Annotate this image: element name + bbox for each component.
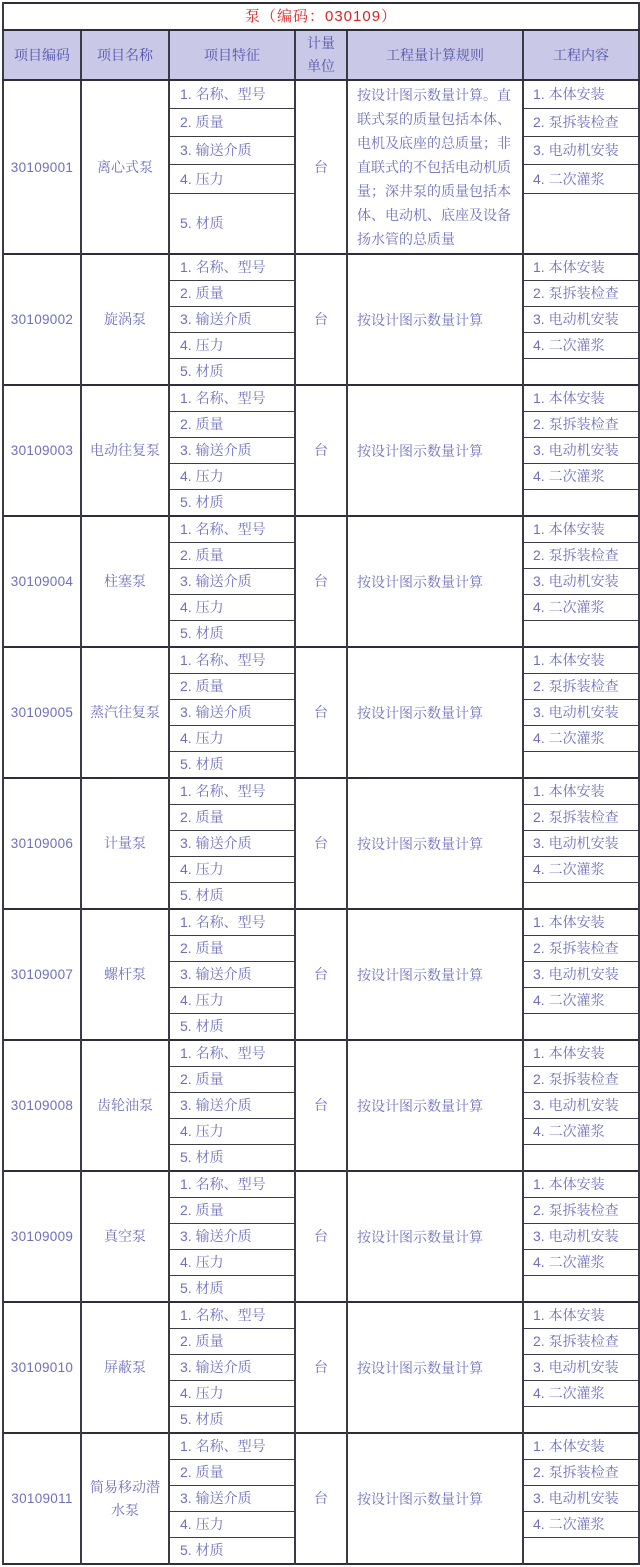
calc-rule: 按设计图示数量计算 [347, 1433, 523, 1564]
project-code: 30109010 [3, 1302, 81, 1433]
project-name: 屏蔽泵 [81, 1302, 169, 1433]
work-content-item: 3. 电动机安装 [523, 1355, 639, 1381]
calc-rule: 按设计图示数量计算 [347, 254, 523, 385]
work-content-item: 4. 二次灌浆 [523, 1381, 639, 1407]
work-content-item: 3. 电动机安装 [523, 438, 639, 464]
project-name: 离心式泵 [81, 80, 169, 254]
pump-row-30109006-sub-1 [3, 778, 639, 805]
feature-item: 4. 压力 [169, 1119, 295, 1145]
feature-item: 2. 质量 [169, 543, 295, 569]
feature-item: 5. 材质 [169, 1276, 295, 1303]
work-content-item: 2. 泵拆装检查 [523, 1460, 639, 1486]
measure-unit: 台 [295, 80, 347, 254]
work-content-item: 4. 二次灌浆 [523, 1512, 639, 1538]
work-content-item: 4. 二次灌浆 [523, 726, 639, 752]
project-code: 30109001 [3, 80, 81, 254]
pump-row-30109011-sub-1 [3, 1433, 639, 1460]
project-code: 30109011 [3, 1433, 81, 1564]
work-content-item [523, 621, 639, 648]
feature-item: 1. 名称、型号 [169, 1433, 295, 1460]
measure-unit: 台 [295, 385, 347, 516]
feature-item: 2. 质量 [169, 281, 295, 307]
feature-item: 1. 名称、型号 [169, 385, 295, 412]
feature-item: 5. 材质 [169, 621, 295, 648]
feature-item: 5. 材质 [169, 1407, 295, 1434]
feature-item: 3. 输送介质 [169, 700, 295, 726]
feature-item: 1. 名称、型号 [169, 80, 295, 108]
work-content-item: 2. 泵拆装检查 [523, 108, 639, 136]
work-content-item: 1. 本体安装 [523, 1040, 639, 1067]
project-code: 30109006 [3, 778, 81, 909]
feature-item: 3. 输送介质 [169, 438, 295, 464]
header-unit-label: 计量单位 [306, 35, 335, 74]
work-content-item [523, 1014, 639, 1041]
work-content-item: 4. 二次灌浆 [523, 464, 639, 490]
pump-row-30109003-sub-1 [3, 385, 639, 412]
feature-item: 2. 质量 [169, 1460, 295, 1486]
feature-item: 3. 输送介质 [169, 1355, 295, 1381]
feature-item: 1. 名称、型号 [169, 1040, 295, 1067]
header-project-feature: 项目特征 [169, 30, 295, 80]
work-content-item: 4. 二次灌浆 [523, 988, 639, 1014]
feature-item: 2. 质量 [169, 1198, 295, 1224]
pump-row-30109009-sub-1 [3, 1171, 639, 1198]
work-content-item: 4. 二次灌浆 [523, 857, 639, 883]
project-code: 30109009 [3, 1171, 81, 1302]
project-name: 齿轮油泵 [81, 1040, 169, 1171]
header-unit [295, 30, 347, 80]
feature-item: 3. 输送介质 [169, 1093, 295, 1119]
feature-item: 5. 材质 [169, 1538, 295, 1565]
pump-row-30109002-sub-1 [3, 254, 639, 281]
work-content-item [523, 1407, 639, 1434]
work-content-item: 3. 电动机安装 [523, 307, 639, 333]
calc-rule: 按设计图示数量计算 [347, 1171, 523, 1302]
work-content-item: 1. 本体安装 [523, 80, 639, 108]
feature-item: 5. 材质 [169, 1145, 295, 1172]
feature-item: 2. 质量 [169, 674, 295, 700]
project-name: 柱塞泵 [81, 516, 169, 647]
header-project-code: 项目编码 [3, 30, 81, 80]
feature-item: 4. 压力 [169, 595, 295, 621]
work-content-item: 2. 泵拆装检查 [523, 281, 639, 307]
work-content-item: 1. 本体安装 [523, 909, 639, 936]
work-content-item: 3. 电动机安装 [523, 962, 639, 988]
work-content-item: 3. 电动机安装 [523, 700, 639, 726]
project-code: 30109007 [3, 909, 81, 1040]
project-code: 30109002 [3, 254, 81, 385]
feature-item: 4. 压力 [169, 1381, 295, 1407]
measure-unit: 台 [295, 1302, 347, 1433]
work-content-item: 2. 泵拆装检查 [523, 412, 639, 438]
work-content-item: 1. 本体安装 [523, 385, 639, 412]
feature-item: 3. 输送介质 [169, 569, 295, 595]
project-code: 30109008 [3, 1040, 81, 1171]
feature-item: 1. 名称、型号 [169, 516, 295, 543]
feature-item: 2. 质量 [169, 936, 295, 962]
work-content-item: 3. 电动机安装 [523, 569, 639, 595]
feature-item: 4. 压力 [169, 333, 295, 359]
project-name: 蒸汽往复泵 [81, 647, 169, 778]
pump-table [2, 2, 640, 1565]
measure-unit: 台 [295, 254, 347, 385]
measure-unit: 台 [295, 647, 347, 778]
work-content-item: 1. 本体安装 [523, 1302, 639, 1329]
calc-rule: 按设计图示数量计算 [347, 647, 523, 778]
project-name: 真空泵 [81, 1171, 169, 1302]
feature-item: 3. 输送介质 [169, 1486, 295, 1512]
feature-item: 5. 材质 [169, 193, 295, 254]
work-content-item: 1. 本体安装 [523, 647, 639, 674]
feature-item: 5. 材质 [169, 490, 295, 517]
work-content-item [523, 1276, 639, 1303]
feature-item: 1. 名称、型号 [169, 778, 295, 805]
project-name: 计量泵 [81, 778, 169, 909]
calc-rule: 按设计图示数量计算。直联式泵的质量包括本体、电机及底座的总质量；非直联式的不包括电动机质量；深井泵的质量包括本体、电动机、底座及设备扬水管的总质量 [347, 80, 523, 254]
feature-item: 4. 压力 [169, 1512, 295, 1538]
feature-item: 5. 材质 [169, 752, 295, 779]
table-title: 泵（编码：030109） [3, 3, 639, 30]
work-content-item: 2. 泵拆装检查 [523, 936, 639, 962]
pump-row-30109010-sub-1 [3, 1302, 639, 1329]
work-content-item [523, 883, 639, 910]
measure-unit: 台 [295, 1433, 347, 1564]
work-content-item: 2. 泵拆装检查 [523, 1067, 639, 1093]
feature-item: 4. 压力 [169, 726, 295, 752]
calc-rule: 按设计图示数量计算 [347, 1302, 523, 1433]
measure-unit: 台 [295, 1171, 347, 1302]
work-content-item: 1. 本体安装 [523, 516, 639, 543]
work-content-item: 1. 本体安装 [523, 778, 639, 805]
work-content-item [523, 359, 639, 386]
header-calc-rule: 工程量计算规则 [347, 30, 523, 80]
feature-item: 3. 输送介质 [169, 137, 295, 165]
pump-row-30109008-sub-1 [3, 1040, 639, 1067]
feature-item: 1. 名称、型号 [169, 1302, 295, 1329]
work-content-item: 3. 电动机安装 [523, 831, 639, 857]
feature-item: 1. 名称、型号 [169, 909, 295, 936]
feature-item: 2. 质量 [169, 412, 295, 438]
feature-item: 3. 输送介质 [169, 962, 295, 988]
feature-item: 2. 质量 [169, 1067, 295, 1093]
calc-rule: 按设计图示数量计算 [347, 778, 523, 909]
project-name: 电动往复泵 [81, 385, 169, 516]
feature-item: 2. 质量 [169, 108, 295, 136]
pump-row-30109004-sub-1 [3, 516, 639, 543]
calc-rule: 按设计图示数量计算 [347, 385, 523, 516]
feature-item: 3. 输送介质 [169, 1224, 295, 1250]
work-content-item: 2. 泵拆装检查 [523, 1329, 639, 1355]
header-project-name: 项目名称 [81, 30, 169, 80]
measure-unit: 台 [295, 516, 347, 647]
work-content-item: 3. 电动机安装 [523, 1093, 639, 1119]
measure-unit: 台 [295, 778, 347, 909]
feature-item: 1. 名称、型号 [169, 1171, 295, 1198]
work-content-item: 4. 二次灌浆 [523, 165, 639, 193]
project-name: 简易移动潜水泵 [81, 1433, 169, 1564]
project-code: 30109005 [3, 647, 81, 778]
work-content-item: 2. 泵拆装检查 [523, 674, 639, 700]
pump-row-30109005-sub-1 [3, 647, 639, 674]
work-content-item: 4. 二次灌浆 [523, 595, 639, 621]
feature-item: 4. 压力 [169, 988, 295, 1014]
feature-item: 5. 材质 [169, 1014, 295, 1041]
work-content-item: 2. 泵拆装检查 [523, 805, 639, 831]
feature-item: 2. 质量 [169, 805, 295, 831]
work-content-item: 3. 电动机安装 [523, 1486, 639, 1512]
header-work-content: 工程内容 [523, 30, 639, 80]
feature-item: 4. 压力 [169, 1250, 295, 1276]
measure-unit: 台 [295, 1040, 347, 1171]
work-content-item: 4. 二次灌浆 [523, 1119, 639, 1145]
calc-rule: 按设计图示数量计算 [347, 909, 523, 1040]
feature-item: 4. 压力 [169, 464, 295, 490]
work-content-item: 2. 泵拆装检查 [523, 1198, 639, 1224]
project-name: 螺杆泵 [81, 909, 169, 1040]
pump-row-30109001-sub-1 [3, 80, 639, 108]
work-content-item: 1. 本体安装 [523, 254, 639, 281]
feature-item: 3. 输送介质 [169, 831, 295, 857]
feature-item: 5. 材质 [169, 359, 295, 386]
feature-item: 3. 输送介质 [169, 307, 295, 333]
work-content-item: 1. 本体安装 [523, 1171, 639, 1198]
work-content-item: 4. 二次灌浆 [523, 1250, 639, 1276]
project-name: 旋涡泵 [81, 254, 169, 385]
work-content-item [523, 193, 639, 254]
work-content-item: 3. 电动机安装 [523, 137, 639, 165]
feature-item: 1. 名称、型号 [169, 647, 295, 674]
pump-row-30109007-sub-1 [3, 909, 639, 936]
work-content-item: 3. 电动机安装 [523, 1224, 639, 1250]
document-page [2, 2, 638, 1565]
feature-item: 4. 压力 [169, 857, 295, 883]
work-content-item [523, 1538, 639, 1565]
work-content-item: 1. 本体安装 [523, 1433, 639, 1460]
calc-rule: 按设计图示数量计算 [347, 516, 523, 647]
feature-item: 2. 质量 [169, 1329, 295, 1355]
project-code: 30109004 [3, 516, 81, 647]
calc-rule: 按设计图示数量计算 [347, 1040, 523, 1171]
measure-unit: 台 [295, 909, 347, 1040]
feature-item: 1. 名称、型号 [169, 254, 295, 281]
feature-item: 4. 压力 [169, 165, 295, 193]
work-content-item [523, 1145, 639, 1172]
project-code: 30109003 [3, 385, 81, 516]
work-content-item: 2. 泵拆装检查 [523, 543, 639, 569]
header-row [3, 30, 639, 80]
feature-item: 5. 材质 [169, 883, 295, 910]
work-content-item [523, 752, 639, 779]
work-content-item [523, 490, 639, 517]
work-content-item: 4. 二次灌浆 [523, 333, 639, 359]
